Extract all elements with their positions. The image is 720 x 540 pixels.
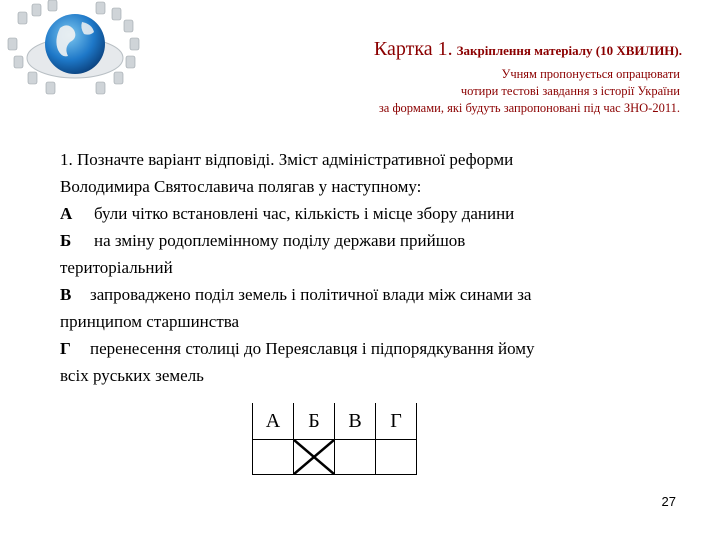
cross-mark-icon (294, 440, 334, 474)
answer-letter: Г (376, 403, 417, 440)
option-continuation: принципом старшинства (60, 312, 240, 331)
option-a (60, 200, 650, 227)
card-title-main: Картка 1. (373, 38, 453, 60)
card-title (374, 38, 682, 61)
question-line: 1. Позначте варіант відповіді. Зміст адміністративної реформи (60, 150, 514, 169)
answer-grid (252, 403, 417, 475)
subtitle-line: за формами, які будуть запропоновані під час ЗНО-2011. (378, 101, 680, 115)
task-question (60, 146, 650, 389)
answer-cell[interactable] (294, 440, 335, 475)
option-continuation: всіх руських земель (60, 366, 204, 385)
answer-letter: А (253, 403, 294, 440)
answer-letter: Б (294, 403, 335, 440)
subtitle-line: чотири тестові завдання з історії України (460, 84, 680, 98)
question-line: Володимира Святославича полягав у наступному: (60, 177, 422, 196)
answer-cell[interactable] (376, 440, 417, 475)
globe-conference-logo (0, 0, 150, 100)
option-text: запроваджено поділ земель і політичної влади між синами за (90, 285, 532, 304)
option-letter: А (60, 204, 73, 223)
option-letter: Б (60, 231, 72, 250)
card-title-sub: Закріплення матеріалу (10 ХВИЛИН). (456, 43, 682, 58)
option-text: були чітко встановлені час, кількість і місце збору данини (94, 204, 515, 223)
option-continuation: територіальний (60, 258, 173, 277)
option-text: перенесення столиці до Переяславця і підпорядкування йому (90, 339, 535, 358)
card-subtitle (210, 66, 680, 117)
option-letter: Г (60, 339, 71, 358)
option-c (60, 281, 650, 308)
answer-cell[interactable] (253, 440, 294, 475)
option-text: на зміну родоплемінному поділу держави прийшов (94, 231, 466, 250)
answer-cell[interactable] (335, 440, 376, 475)
option-b (60, 227, 650, 254)
option-d (60, 335, 650, 362)
subtitle-line: Учням пропонується опрацювати (501, 67, 680, 81)
option-letter: В (60, 285, 72, 304)
answer-letter: В (335, 403, 376, 440)
page-number: 27 (661, 494, 676, 509)
